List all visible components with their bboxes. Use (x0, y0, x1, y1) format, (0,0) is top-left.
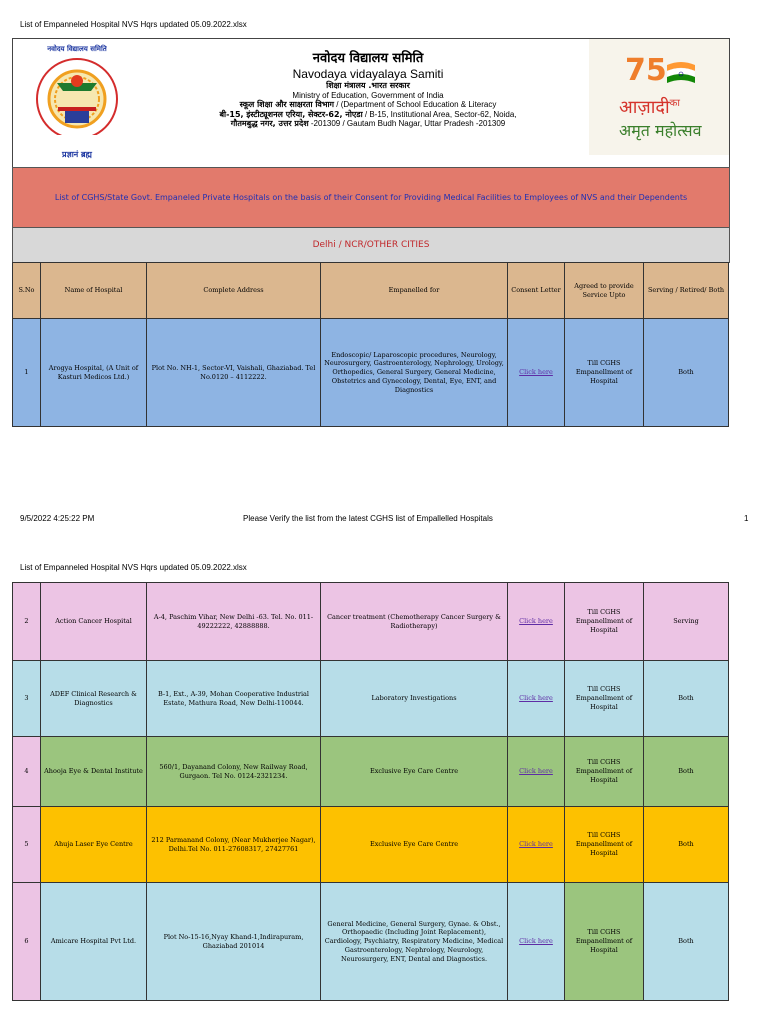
cell-address: Plot No. NH-1, Sector-VI, Vaishali, Ghaziabad. Tel No.0120 – 4112222. (147, 319, 321, 427)
verify-note: Please Verify the list from the latest CGHS list of Empallelled Hospitals (243, 514, 493, 523)
gov-hindi: शिक्षा मंत्रालय .भारत सरकार (326, 80, 410, 90)
region-title: Delhi / NCR/OTHER CITIES (312, 240, 430, 250)
azadi-75: 75 (625, 53, 667, 88)
print-datetime: 9/5/2022 4:25:22 PM (20, 514, 95, 523)
department-english: / (Department of School Education & Literacy (334, 100, 497, 110)
cell-service-upto: Till CGHS Empanellment of Hospital (565, 661, 644, 737)
cell-consent (508, 661, 565, 737)
consent-link[interactable]: Click here (519, 840, 553, 849)
column-header-empanelled: Empanelled for (321, 263, 508, 319)
cell-sno: 3 (13, 661, 41, 737)
organisation-header (12, 38, 730, 168)
hospital-table-page2 (12, 582, 729, 1001)
azadi-word: आज़ादी (619, 97, 670, 118)
table-row (13, 807, 729, 883)
consent-link[interactable]: Click here (519, 937, 553, 946)
cell-empanelled-for: Cancer treatment (Chemotherapy Cancer Surgery & Radiotherapy) (321, 583, 508, 661)
cell-sno: 5 (13, 807, 41, 883)
table-row (13, 583, 729, 661)
org-name-english: Navodaya vidayalaya Samiti (292, 66, 444, 81)
department-line (133, 100, 603, 110)
city-line (133, 119, 603, 129)
address-line (133, 110, 603, 120)
consent-link[interactable]: Click here (519, 694, 553, 703)
azadi-ka-amrit-mahotsav-logo (589, 39, 729, 155)
cell-serving: Both (644, 883, 729, 1001)
cell-hospital-name: Ahooja Eye & Dental Institute (41, 737, 147, 807)
logo-motto: प्रज्ञानं ब्रह्म (62, 150, 92, 159)
cell-service-upto: Till CGHS Empanellment of Hospital (565, 583, 644, 661)
cell-consent (508, 583, 565, 661)
cell-consent (508, 319, 565, 427)
address-english: / B-15, Institutional Area, Sector-62, Noida, (362, 109, 517, 119)
azadi-ka: का (669, 98, 680, 109)
table-header-row (13, 263, 729, 319)
cell-serving: Both (644, 661, 729, 737)
logo-top-text: नवोदय विद्यालय समिति (47, 45, 107, 53)
department-hindi: स्कूल शिक्षा और साक्षरता विभाग (239, 100, 335, 110)
cell-service-upto: Till CGHS Empanellment of Hospital (565, 319, 644, 427)
cell-consent (508, 807, 565, 883)
cell-service-upto: Till CGHS Empanellment of Hospital (565, 883, 644, 1001)
column-header-upto: Agreed to provide Service Upto (565, 263, 644, 319)
amrit-mahotsav-text: अमृत महोत्सव (619, 121, 702, 140)
consent-link[interactable]: Click here (519, 368, 553, 377)
azadi-text (619, 95, 680, 119)
column-header-consent: Consent Letter (508, 263, 565, 319)
cell-serving: Both (644, 319, 729, 427)
region-bar (12, 227, 730, 263)
cell-consent (508, 737, 565, 807)
cell-address: A-4, Paschim Vihar, New Delhi -63. Tel. No. 011-49222222, 42888888. (147, 583, 321, 661)
cell-hospital-name: ADEF Clinical Research & Diagnostics (41, 661, 147, 737)
table-row (13, 883, 729, 1001)
city-english: -201309 / Gautam Budh Nagar, Uttar Pradesh -201309 (308, 119, 506, 129)
city-hindi: गौतमबुद्ध नगर, उत्तर प्रदेश (230, 119, 309, 129)
cell-address: 560/1, Dayanand Colony, New Railway Road, Gurgaon. Tel No. 0124-2321234. (147, 737, 321, 807)
cell-empanelled-for: Exclusive Eye Care Centre (321, 737, 508, 807)
table-row (13, 737, 729, 807)
cell-consent (508, 883, 565, 1001)
cell-hospital-name: Arogya Hospital, (A Unit of Kasturi Medicos Ltd.) (41, 319, 147, 427)
column-header-address: Complete Address (147, 263, 321, 319)
cell-address: Plot No-15-16,Nyay Khand-1,Indirapuram, Ghaziabad 201014 (147, 883, 321, 1001)
page-number: 1 (744, 514, 749, 523)
org-name-hindi: नवोदय विद्यालय समिति (312, 51, 424, 66)
column-header-serving: Serving / Retired/ Both (644, 263, 729, 319)
cell-hospital-name: Amicare Hospital Pvt Ltd. (41, 883, 147, 1001)
cell-address: B-1, Ext., A-39, Mohan Cooperative Industrial Estate, Mathura Road, New Delhi-110044. (147, 661, 321, 737)
cell-empanelled-for: Laboratory Investigations (321, 661, 508, 737)
organisation-info (133, 51, 603, 129)
cell-empanelled-for: General Medicine, General Surgery, Gynae. & Obst., Orthopaedic (Including Joint Replacement), Cardiology, Psychiatry, Respiratory Medicine, Medical Gastroenterology, Nephrology, Neurology, Neurosurgery, ENT, Dental and Diagnostics. (321, 883, 508, 1001)
cell-address: 212 Parmanand Colony, (Near Mukherjee Nagar), Delhi.Tel No. 011-27608317, 27427761 (147, 807, 321, 883)
table-row (13, 319, 729, 427)
cell-sno: 6 (13, 883, 41, 1001)
sheet-title-page2: List of Empanneled Hospital NVS Hqrs updated 05.09.2022.xlsx (20, 563, 247, 572)
consent-link[interactable]: Click here (519, 617, 553, 626)
cell-hospital-name: Ahuja Laser Eye Centre (41, 807, 147, 883)
cell-serving: Both (644, 807, 729, 883)
cell-empanelled-for: Exclusive Eye Care Centre (321, 807, 508, 883)
ministry-line: Ministry of Education, Government of India (292, 90, 444, 100)
cell-service-upto: Till CGHS Empanellment of Hospital (565, 807, 644, 883)
cell-serving: Serving (644, 583, 729, 661)
cell-serving: Both (644, 737, 729, 807)
cell-sno: 4 (13, 737, 41, 807)
list-title-banner (12, 167, 730, 228)
cell-empanelled-for: Endoscopic/ Laparoscopic procedures, Neurology, Neurosurgery, Gastroenterology, Nephrology, Urology, Orthopedics, General Surgery, General Medicine, Obstetrics and Gynecology, Dental, Eye, ENT, and Diagnostics (321, 319, 508, 427)
hospital-table-page1 (12, 262, 729, 427)
column-header-sno: S.No (13, 263, 41, 319)
cell-service-upto: Till CGHS Empanellment of Hospital (565, 737, 644, 807)
cell-sno: 1 (13, 319, 41, 427)
cell-sno: 2 (13, 583, 41, 661)
address-hindi: बी-15, इंस्टीट्यूशनल एरिया, सेक्टर-62, नोएडा (219, 109, 363, 119)
table-row (13, 661, 729, 737)
flag-icon (665, 61, 697, 85)
consent-link[interactable]: Click here (519, 767, 553, 776)
sheet-title: List of Empanneled Hospital NVS Hqrs updated 05.09.2022.xlsx (20, 20, 247, 29)
column-header-name: Name of Hospital (41, 263, 147, 319)
cell-hospital-name: Action Cancer Hospital (41, 583, 147, 661)
list-title: List of CGHS/State Govt. Empaneled Private Hospitals on the basis of their Consent for Providing Medical Facilities to Employees of NVS and their Dependents (54, 193, 688, 202)
